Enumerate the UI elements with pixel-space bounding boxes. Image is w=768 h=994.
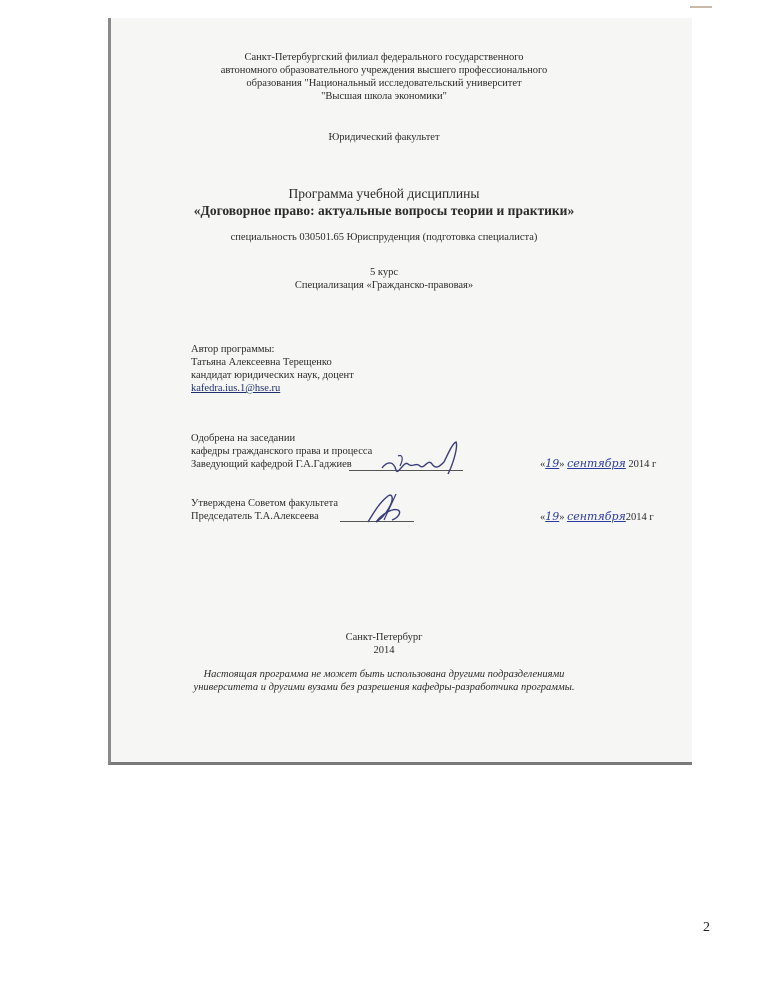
page-number: 2 (703, 920, 710, 935)
approval1-head: Заведующий кафедрой Г.А.Гаджиев (191, 459, 352, 470)
program-specialty: специальность 030501.65 Юриспруденция (подготовка специалиста) (230, 232, 538, 243)
footer-year: 2014 (373, 645, 395, 656)
program-course: 5 курс (370, 267, 398, 278)
program-title: Программа учебной дисциплины (288, 186, 480, 201)
signature-2-icon (362, 490, 412, 526)
author-email-link[interactable]: kafedra.ius.1@hse.ru (191, 383, 281, 394)
approval1-date-month: сентября (567, 457, 626, 470)
date-quote-close: » (559, 459, 565, 470)
approval1-date (540, 457, 656, 470)
scan-edge-mark (690, 6, 712, 8)
approval1-line1: Одобрена на заседании (191, 433, 296, 444)
date-quote-open: « (540, 512, 546, 523)
date-quote-close: » (559, 512, 565, 523)
header-line-3: образования "Национальный исследовательский университет (246, 78, 522, 89)
footer-notice-line2: университета и другими вузами без разрешения кафедры-разработчика программы. (193, 682, 575, 693)
footer-city: Санкт-Петербург (345, 632, 423, 643)
approval2-date-day: 19 (545, 510, 560, 523)
approval2-date-year: 2014 г (625, 512, 654, 523)
signature-1-icon (378, 440, 468, 480)
footer-notice-line1: Настоящая программа не может быть использована другими подразделениями (203, 669, 565, 680)
approval1-date-year: 2014 г (628, 459, 657, 470)
approval2-line1: Утверждена Советом факультета (191, 498, 339, 509)
program-name: «Договорное право: актуальные вопросы теории и практики» (193, 203, 575, 218)
approval2-date (540, 510, 654, 523)
author-degree: кандидат юридических наук, доцент (191, 370, 354, 381)
author-name: Татьяна Алексеевна Терещенко (191, 357, 332, 368)
header-line-2: автономного образовательного учреждения высшего профессионального (220, 65, 548, 76)
faculty-name: Юридический факультет (328, 132, 440, 143)
header-line-4: "Высшая школа экономики" (321, 91, 447, 102)
approval1-department: кафедры гражданского права и процесса (191, 446, 373, 457)
author-label: Автор программы: (191, 344, 275, 355)
approval2-date-month: сентября (567, 510, 626, 523)
approval2-chair: Председатель Т.А.Алексеева (191, 511, 319, 522)
header-line-1: Санкт-Петербургский филиал федерального государственного (244, 52, 524, 63)
date-quote-open: « (540, 459, 546, 470)
approval1-date-day: 19 (545, 457, 560, 470)
program-specialization: Специализация «Гражданско-правовая» (294, 280, 474, 291)
